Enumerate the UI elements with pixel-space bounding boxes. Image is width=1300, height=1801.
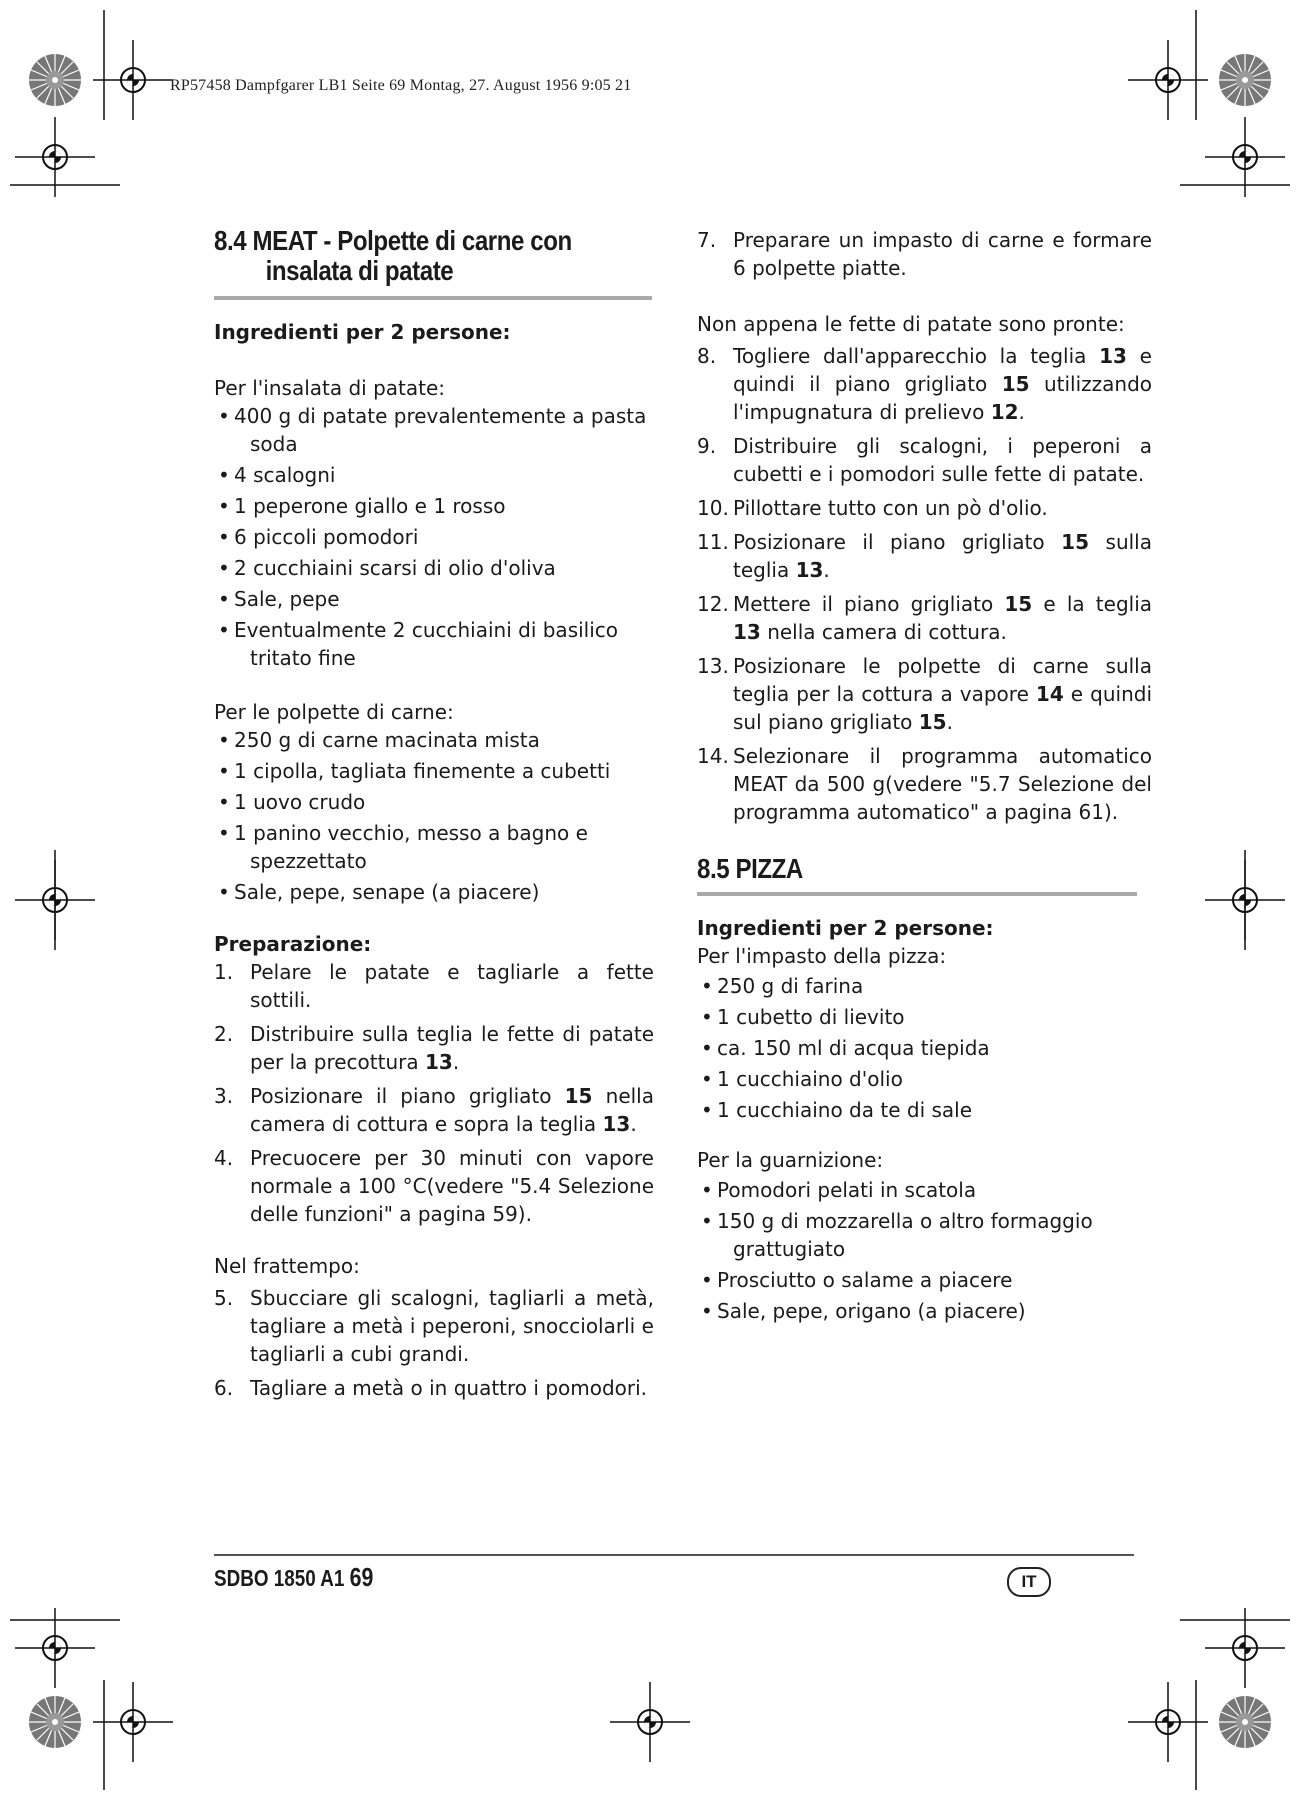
step-number: 1. <box>214 960 234 984</box>
list-item: • 6 piccoli pomodori <box>214 523 654 551</box>
step-item: 11. Posizionare il piano grigliato 15 sulla teglia 13. <box>697 530 1152 582</box>
preparation-heading: Preparazione: <box>214 932 372 956</box>
print-slug: RP57458 Dampfgarer LB1 Seite 69 Montag, 27. August 1956 9:05 21 <box>170 77 632 94</box>
step-item: 3. Posizionare il piano grigliato 15 nella camera di cottura e sopra la teglia 13. <box>214 1084 654 1136</box>
preparation-steps-part1 <box>214 958 654 1228</box>
step-number: 10. <box>697 496 729 520</box>
section-rule <box>697 892 1137 896</box>
footer-model: SDBO 1850 A1 69 <box>214 1562 374 1592</box>
meanwhile-label: Nel frattempo: <box>214 1254 360 1278</box>
list-item: • 250 g di carne macinata mista <box>214 726 654 754</box>
part-number: 15 <box>1004 592 1033 616</box>
list-item: • Prosciutto o salame a piacere <box>697 1266 1152 1294</box>
right-column <box>697 226 1152 1328</box>
step-item: 5. Sbucciare gli scalogni, tagliarli a metà, tagliare a metà i peperoni, snocciolarli e tagliarli a cubi grandi. <box>214 1286 654 1366</box>
preparation-steps-part2 <box>214 1284 654 1402</box>
step-item: 9. Distribuire gli scalogni, i peperoni a cubetti e i pomodori sulle fette di patate. <box>697 434 1152 486</box>
list-item: • 2 cucchiaini scarsi di olio d'oliva <box>214 554 654 582</box>
list-item: • 1 panino vecchio, messo a bagno e spezzettato <box>214 819 654 875</box>
step-number: 7. <box>697 228 717 252</box>
meat-intro: Per le polpette di carne: <box>214 700 454 724</box>
list-item: • Sale, pepe <box>214 585 654 613</box>
part-number: 15 <box>1001 372 1030 396</box>
section-rule <box>214 296 652 300</box>
step-item: 10. Pillottare tutto con un pò d'olio. <box>697 496 1048 520</box>
star-mark-icon <box>29 1696 81 1748</box>
star-mark-icon <box>29 54 81 106</box>
step-item: 7. Preparare un impasto di carne e formare 6 polpette piatte. <box>697 228 1152 280</box>
step-number: 13. <box>697 654 729 678</box>
step-number: 3. <box>214 1084 234 1108</box>
potatoes-ready-label: Non appena le fette di patate sono pronte: <box>697 312 1125 336</box>
dough-intro: Per l'impasto della pizza: <box>697 944 947 968</box>
step-item: 8. Togliere dall'apparecchio la teglia 13 e quindi il piano grigliato 15 utilizzando l'impugnatura di prelievo 12. <box>697 344 1152 424</box>
section-title-8-5: 8.5 PIZZA <box>697 853 803 884</box>
step-number: 12. <box>697 592 729 616</box>
step-number: 11. <box>697 530 729 554</box>
list-item: • 1 cipolla, tagliata finemente a cubetti <box>214 757 654 785</box>
left-column <box>214 226 654 1408</box>
step-item: 14. Selezionare il programma automatico MEAT da 500 g(vedere "5.7 Selezione del programma automatico" a pagina 61). <box>697 744 1152 824</box>
step-item: 6. Tagliare a metà o in quattro i pomodori. <box>214 1376 648 1400</box>
step-number: 9. <box>697 434 717 458</box>
step-number: 14. <box>697 744 729 768</box>
list-item: • Eventualmente 2 cucchiaini di basilico tritato fine <box>214 616 654 672</box>
step-number: 6. <box>214 1376 234 1400</box>
step-item: 2. Distribuire sulla teglia le fette di patate per la precottura 13. <box>214 1022 654 1074</box>
list-item: • 1 cucchiaino d'olio <box>697 1065 1152 1093</box>
dough-ingredient-list <box>697 972 1152 1124</box>
step-number: 8. <box>697 344 717 368</box>
list-item: • 1 cubetto di lievito <box>697 1003 1152 1031</box>
salad-ingredient-list <box>214 402 654 672</box>
part-number: 13 <box>795 558 824 582</box>
step-item: 4. Precuocere per 30 minuti con vapore normale a 100 °C(vedere "5.4 Selezione delle funzioni" a pagina 59). <box>214 1146 654 1226</box>
part-number: 14 <box>1035 682 1064 706</box>
preparation-steps-part3 <box>697 342 1152 826</box>
part-number: 15 <box>918 710 947 734</box>
step-item: 12. Mettere il piano grigliato 15 e la teglia 13 nella camera di cottura. <box>697 592 1153 644</box>
step-number: 5. <box>214 1286 234 1310</box>
step-number: 2. <box>214 1022 234 1046</box>
part-number: 13 <box>1099 344 1127 368</box>
list-item: • 400 g di patate prevalentemente a pasta soda <box>214 402 654 458</box>
list-item: • 150 g di mozzarella o altro formaggio grattugiato <box>697 1207 1152 1263</box>
list-item: • Sale, pepe, senape (a piacere) <box>214 878 654 906</box>
list-item: • 1 uovo crudo <box>214 788 654 816</box>
list-item: • 4 scalogni <box>214 461 654 489</box>
part-number: 15 <box>564 1084 593 1108</box>
step-number: 4. <box>214 1146 234 1170</box>
list-item: • Sale, pepe, origano (a piacere) <box>697 1297 1152 1325</box>
part-number: 13 <box>733 620 761 644</box>
language-badge: IT <box>1007 1567 1051 1597</box>
list-item: • ca. 150 ml di acqua tiepida <box>697 1034 1152 1062</box>
part-number: 13 <box>424 1050 453 1074</box>
section-title-8-4: 8.4 MEAT - Polpette di carne con insalata di patate <box>214 225 572 286</box>
salad-intro: Per l'insalata di patate: <box>214 376 446 400</box>
topping-ingredient-list <box>697 1176 1152 1325</box>
star-mark-icon <box>1219 1696 1271 1748</box>
part-number: 15 <box>1061 530 1089 554</box>
list-item: • 1 cucchiaino da te di sale <box>697 1096 1152 1124</box>
ingredients-heading: Ingredienti per 2 persone: <box>214 320 511 344</box>
list-item: • Pomodori pelati in scatola <box>697 1176 1152 1204</box>
meat-ingredient-list <box>214 726 654 906</box>
step-item: 1. Pelare le patate e tagliarle a fette sottili. <box>214 960 654 1012</box>
part-number: 13 <box>602 1112 631 1136</box>
page-number: 69 <box>349 1562 374 1592</box>
part-number: 12 <box>990 400 1019 424</box>
star-mark-icon <box>1219 54 1271 106</box>
step-item: 13. Posizionare le polpette di carne sulla teglia per la cottura a vapore 14 e quindi sul piano grigliato 15. <box>697 654 1153 734</box>
list-item: • 1 peperone giallo e 1 rosso <box>214 492 654 520</box>
list-item: • 250 g di farina <box>697 972 1152 1000</box>
footer-rule <box>214 1554 1134 1556</box>
preparation-step-7 <box>697 226 1152 282</box>
topping-intro: Per la guarnizione: <box>697 1148 884 1172</box>
pizza-ingredients-heading: Ingredienti per 2 persone: <box>697 916 994 940</box>
